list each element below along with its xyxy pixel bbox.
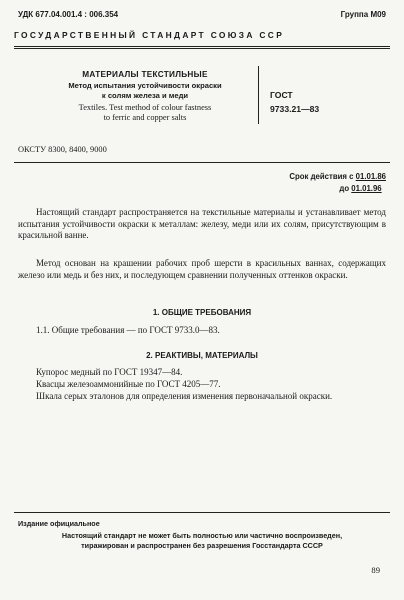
notice-line: тиражирован и распространен без разрешения Госстандарта СССР bbox=[81, 541, 323, 550]
title-separator bbox=[258, 66, 259, 124]
title-en-line2: to ferric and copper salts bbox=[103, 113, 187, 122]
scope-paragraph: Настоящий стандарт распространяется на текстильные материалы и устанавливает метод испытания устойчивости окраски к металлам: железу, меди или их солям, присутствующим в красильной ванне. bbox=[18, 207, 386, 241]
page-number: 89 bbox=[371, 565, 380, 575]
validity-to-prefix: до bbox=[339, 184, 352, 193]
notice-line: Настоящий стандарт не может быть полностью или частично воспроизведен, bbox=[61, 531, 343, 540]
udk-code: УДК 677.04.001.4 : 006.354 bbox=[18, 10, 119, 19]
general-requirements-item: 1.1. Общие требования — по ГОСТ 9733.0—83. bbox=[36, 325, 220, 335]
subtitle-ru-line1: Метод испытания устойчивости окраски bbox=[68, 81, 222, 90]
reagent-item: Купорос медный по ГОСТ 19347—84. bbox=[36, 367, 183, 377]
reagent-item: Шкала серых эталонов для определения изменения первоначальной окраски. bbox=[36, 391, 333, 401]
validity-to-date: 01.01.96 bbox=[351, 184, 382, 193]
divider bbox=[14, 162, 390, 163]
validity-period bbox=[289, 171, 386, 195]
footer-divider bbox=[14, 512, 390, 513]
method-paragraph: Метод основан на крашении рабочих проб шерсти в красильных ваннах, содержащих железо или медь и без них, и последующем сравнении полученных оттенков окраски. bbox=[18, 258, 386, 280]
document-title-block bbox=[40, 70, 250, 123]
section-heading-reagents: 2. РЕАКТИВЫ, МАТЕРИАЛЫ bbox=[146, 351, 258, 360]
title-en-line1: Textiles. Test method of colour fastness bbox=[78, 103, 212, 112]
standard-title: ГОСУДАРСТВЕННЫЙ СТАНДАРТ СОЮЗА ССР bbox=[14, 30, 285, 40]
gost-block bbox=[270, 90, 380, 114]
reagent-item: Квасцы железоаммонийные по ГОСТ 4205—77. bbox=[36, 379, 221, 389]
copyright-notice bbox=[18, 531, 386, 551]
validity-from-date: 01.01.86 bbox=[355, 172, 386, 181]
divider bbox=[14, 46, 390, 47]
title-ru: МАТЕРИАЛЫ ТЕКСТИЛЬНЫЕ bbox=[82, 70, 208, 79]
validity-from-prefix: Срок действия с bbox=[289, 172, 356, 181]
subtitle-ru-line2: к солям железа и меди bbox=[101, 91, 189, 100]
gost-label: ГОСТ bbox=[270, 90, 293, 100]
section-heading-general: 1. ОБЩИЕ ТРЕБОВАНИЯ bbox=[152, 308, 252, 317]
header-row bbox=[18, 10, 386, 24]
divider bbox=[14, 48, 390, 49]
official-edition-label: Издание официальное bbox=[18, 519, 100, 528]
okstu-codes: ОКСТУ 8300, 8400, 9000 bbox=[18, 145, 107, 154]
group-code: Группа М09 bbox=[340, 10, 386, 19]
gost-number: 9733.21—83 bbox=[270, 104, 320, 114]
